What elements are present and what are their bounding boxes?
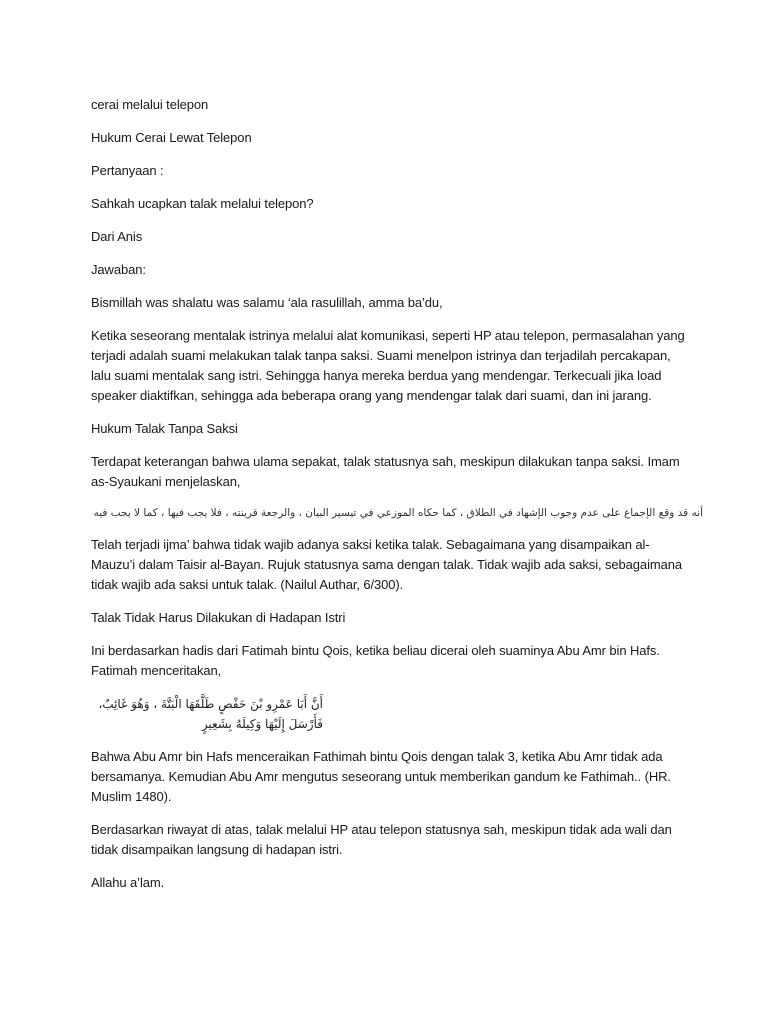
answer-label: Jawaban: [91, 262, 146, 277]
section-heading-2: Talak Tidak Harus Dilakukan di Hadapan Istri [91, 610, 346, 625]
body-paragraph-4: Ini berdasarkan hadis dari Fatimah bintu Qois, ketika beliau dicerai oleh suaminya Abu Amr bin Hafs. Fatimah menceritakan, [91, 643, 660, 678]
question-label: Pertanyaan : [91, 163, 164, 178]
question-text: Sahkah ucapkan talak melalui telepon? [91, 196, 314, 211]
body-paragraph-2: Terdapat keterangan bahwa ulama sepakat, talak statusnya sah, meskipun dilakukan tanpa saksi. Imam as-Syaukani menjelaskan, [91, 454, 680, 489]
body-paragraph-6: Berdasarkan riwayat di atas, talak melalui HP atau telepon statusnya sah, meskipun tidak ada wali dan tidak disampaikan langsung di hadapan istri. [91, 822, 672, 857]
body-paragraph-1: Ketika seseorang mentalak istrinya melalui alat komunikasi, seperti HP atau telepon, permasalahan yang terjadi adalah suami melakukan talak tanpa saksi. Suami menelpon istrinya dan terjadilah percakapan, lalu suami mentalak sang istri. Sehingga hanya mereka berdua yang mendengar. Terkecuali jika load speaker diaktifkan, sehingga ada beberapa orang yang mendengar talak dari suami, dan ini jarang. [91, 328, 685, 403]
document-body [91, 95, 703, 893]
opening-greeting: Bismillah was shalatu was salamu ‘ala rasulillah, amma ba’du, [91, 295, 443, 310]
arabic-quote-2: أَنَّ أَبَا عَمْرِو بْنَ حَفْصٍ طَلَّقَهَا الْبَتَّةَ ، وَهُوَ غَائِبٌ، فَأَرْسَلَ إِلَيْهَا وَكِيلَهُ بِشَعِيرٍ [98, 697, 323, 731]
arabic-quote-1: أنه قد وقع الإجماع على عدم وجوب الإشهاد في الطلاق ، كما حكاه الموزعي في تيسير البيان ، والرجعة قرينته ، فلا يجب فيها ، كما لا يجب فيه [93, 507, 703, 519]
body-paragraph-3: Telah terjadi ijma’ bahwa tidak wajib adanya saksi ketika talak. Sebagaimana yang disampaikan al-Mauzu’i dalam Taisir al-Bayan. Rujuk statusnya sama dengan talak. Tidak wajib ada saksi, sebagaimana tidak wajib ada saksi untuk talak. (Nailul Authar, 6/300). [91, 537, 682, 592]
section-heading-1: Hukum Talak Tanpa Saksi [91, 421, 238, 436]
body-paragraph-5: Bahwa Abu Amr bin Hafs menceraikan Fathimah bintu Qois dengan talak 3, ketika Abu Amr tidak ada bersamanya. Kemudian Abu Amr mengutus seseorang untuk memberikan gandum ke Fathimah.. (HR. Muslim 1480). [91, 749, 671, 804]
closing-line: Allahu a’lam. [91, 875, 165, 890]
article-heading: Hukum Cerai Lewat Telepon [91, 130, 252, 145]
questioner-name: Dari Anis [91, 229, 143, 244]
document-title: cerai melalui telepon [91, 97, 209, 112]
